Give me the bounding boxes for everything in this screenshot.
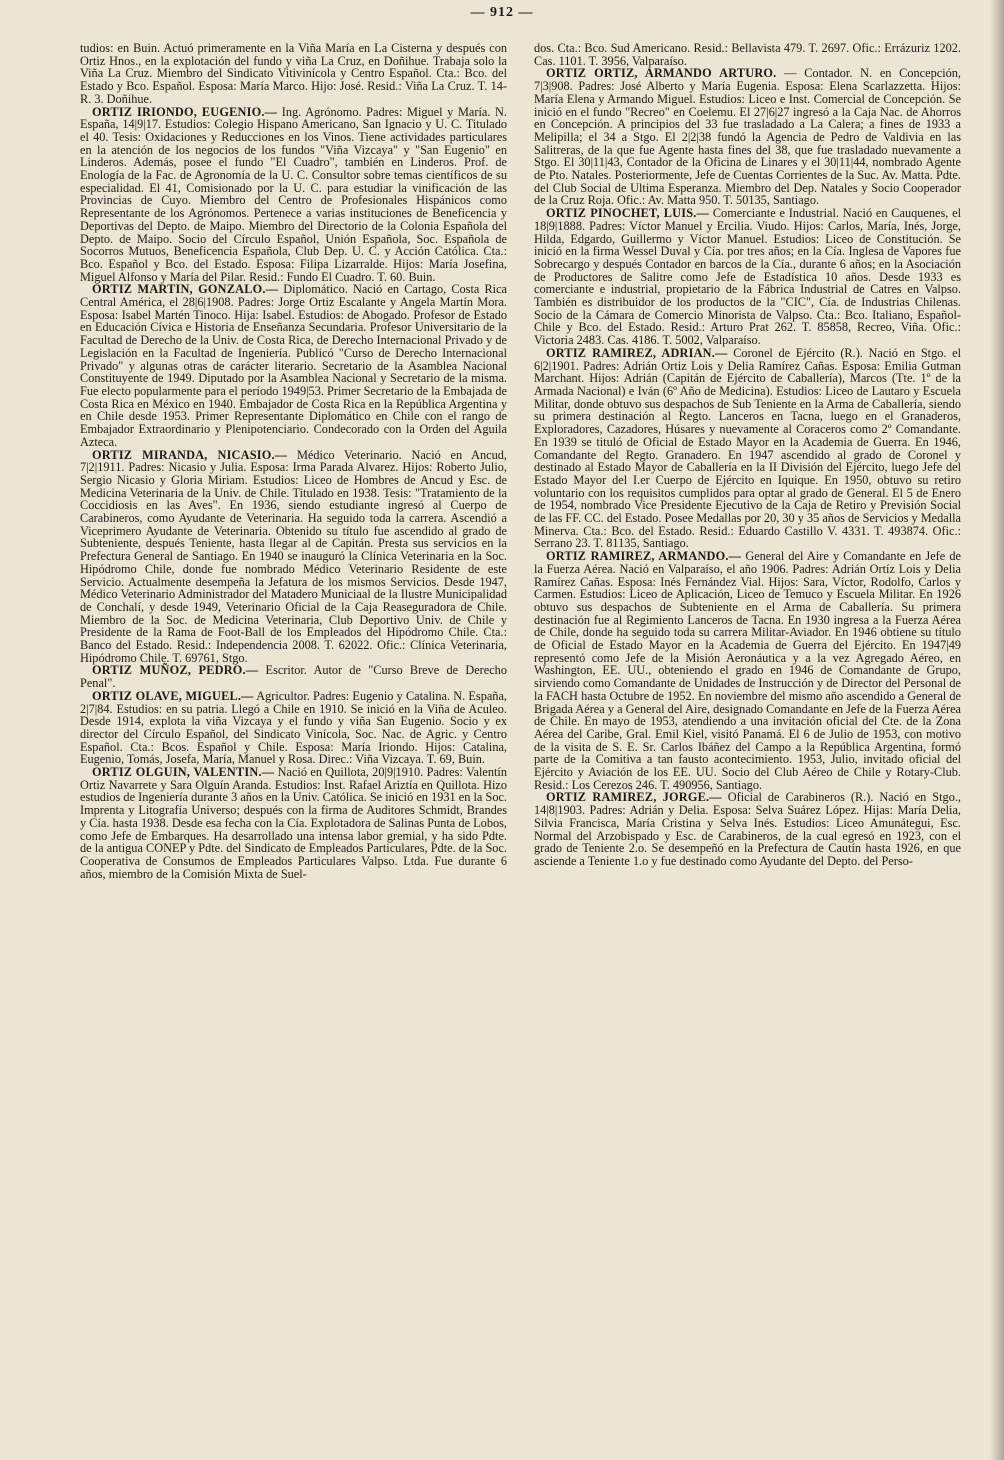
biography-entry — [80, 106, 507, 284]
entry-continuation — [534, 42, 961, 67]
entry-text: Diplomático. Nació en Cartago, Costa Rica Central América, el 28|6|1908. Padres: Jorge Ortiz Escalante y Angela Martín Mora. Esposa: Isabel Martén Tinoco. Hija: Isabel. Estudios: de Abogado. Profesor de Estado en Educación Cívica e Historia de Enseñanza Secundaria. Profesor Universitario de la Facultad de Derecho de la Univ. de Costa Rica, de Derecho Internacional Privado y de Legislación en la Facultad de Ingeniería. Publicó "Curso de Derecho Internacional Privado" y algunas otras de carácter literario. Secretario de la Asamblea Nacional Constituyente de 1949. Diputado por la Asamblea Nacional y Secretario de la misma. Fue electo popularmente para el período 1949|53. Primer Secretario de la Embajada de Costa Rica en México en 1940. Embajador de Costa Rica en la República Argentina y en Chile desde 1953. Primer Representante Diplomático en Chile con el rango de Embajador Extraordinario y Plenipotenciario. Condecorado con la Orden del Aguila Azteca. — [80, 282, 507, 449]
biography-entry — [534, 207, 961, 347]
page-edge-shadow — [990, 0, 1004, 1460]
entry-text: Ing. Agrónomo. Padres: Miguel y María. N. España, 14|9|17. Estudios: Colegio Hispano Americano, San Ignacio y U. C. Titulado el 40. Tesis: Oxidaciones y Reducciones en los Vinos. Tiene actividades particulares en la atención de los negocios de los fundos "Viña Vizcaya" y "San Eugenio" en Linderos. Además, posee el fundo "El Cuadro", también en Linderos. Prof. de Enología de la Fac. de Agronomía de la U. C. Consultor sobre temas científicos de su especialidad. El 41, Comisionado por la U. C. para estudiar la vinificación de las Provincias de Cuyo. Miembro del Centro de Profesionales Hispánicos como Representante de los Agrónomos. Pertenece a varias instituciones de Beneficencia y Deportivas del Depto. de Maipo. Miembro del Directorio de la Colonia Española del Depto. de Maipo. Socio del Círculo Español, Unión Española, Soc. Española de Socorros Mutuos, Beneficencia Española, Club Dep. U. C. y Acción Católica. Cta.: Bco. Español y Bco. del Estado. Esposa: Filipa Lizarralde. Hijos: María Josefina, Miguel Alfonso y María del Pilar. Resid.: Fundo El Cuadro. T. 60. Buin. — [80, 104, 507, 284]
entry-name: ORTIZ MARTIN, GONZALO.— — [92, 282, 279, 297]
entry-text: Oficial de Carabineros (R.). Nació en Stgo., 14|8|1903. Padres: Adrián y Delia. Esposa: Selva Suárez López. Hijas: María Delia, Silvia Francisca, María Cristina y Selva Inés. Estudios: Liceo Amunátegui, Esc. Normal del Arzobispado y Esc. de Carabineros, de la cual egresó en 1923, con el grado de Teniente 2.o. Se desempeñó en la Prefectura de Cautín hasta 1926, en que asciende a Teniente 1.o y fue destinado como Ayudante del Depto. del Perso- — [534, 790, 961, 868]
entry-name: ORTIZ RAMIREZ, ARMANDO.— — [546, 549, 742, 564]
entry-text: Comerciante e Industrial. Nació en Cauquenes, el 18|9|1888. Padres: Víctor Manuel y Ercilia. Viudo. Hijos: Carlos, María, Inés, Jorge, Hilda, Edgardo, Guillermo y Víctor Manuel. Estudios: Liceo de Constitución. Se inició en la firma Wessel Duval y Cía. por tres años; en la Cía. Inglesa de Vapores fue Sobrecargo y después Contador en barcos de la Cía., durante 6 años; en la Asociación de Productores de Salitre como Jefe de Estadística 10 años. Desde 1933 es comerciante e industrial, propietario de la Fábrica Industrial de Catres en Valpso. También es distribuidor de los productos de la "CIC", Cía. de Industrias Chilenas. Socio de la Cámara de Comercio Minorista de Valpso. Cta.: Bco. Italiano, Español-Chile y Bco. del Estado. Resid.: Arturo Prat 262. T. 85858, Recreo, Viña. Ofic.: Victoria 2483. Cas. 4186. T. 5002, Valparaíso. — [534, 206, 962, 348]
biography-entry — [80, 766, 507, 880]
entry-text: Médico Veterinario. Nació en Ancud, 7|2|1911. Padres: Nicasio y Julia. Esposa: Irma Parada Alvarez. Hijos: Roberto Julio, Sergio Nicasio y Gloria Miriam. Estudios: Liceo de Hombres de Ancud y Esc. de Medicina Veterinaria de la Univ. de Chile. Titulado en 1938. Tesis: "Tratamiento de la Coccidiosis en las Aves". En 1936, siendo estudiante ingresó al Cuerpo de Carabineros, como Ayudante de Veterinaria. Ha seguido toda la carrera. Ascendió a Viceprimero Ayudante de Veterinaria. Obtenido su título fue ascendido al grado de Subteniente, después Teniente, hasta llegar al de Capitán. Presta sus servicios en la Prefectura General de Santiago. En 1940 se inauguró la Clínica Veterinaria en la Soc. Hipódromo Chile, donde fue nombrado Médico Veterinario Residente de este Servicio. Actualmente desempeña la Jefatura de los mismos Servicios. Desde 1947, Médico Veterinario Administrador del Matadero Municiaal de la Ilustre Municipalidad de Conchalí, y desde 1949, Veterinario Oficial de la Caja Reaseguradora de Chile. Miembro de la Soc. de Medicina Veterinaria, Club Deportivo Univ. de Chile y Presidente de la Rama de Foot-Ball de los Empleados del Hipódromo Chile. Cta.: Banco del Estado. Resid.: Independencia 2008. T. 62022. Ofic.: Clínica Veterinaria, Hipódromo Chile. T. 69761, Stgo. — [80, 447, 507, 665]
entry-text: Nació en Quillota, 20|9|1910. Padres: Valentín Ortiz Navarrete y Sara Olguín Aranda. Estudios: Inst. Rafael Ariztía en Quillota. Hizo estudios de Ingeniería durante 3 años en la Univ. Católica. Se inició en 1931 en la Soc. Imprenta y Litografía Universo; después con la firma de Auditores Schmidt, Brandes y Cía. hasta 1938. Desde esa fecha con la Cía. Explotadora de Salinas Punta de Lobos, como Jefe de Embarques. Ha desarrollado una intensa labor gremial, y ha sido Pdte. de la antigua CONEP y Pdte. del Sindicato de Empleados Particulares, Pdte. de la Soc. Cooperativa de Consumos de Empleados Particulares Valpso. Ltda. Fue durante 6 años, miembro de la Comisión Mixta de Suel- — [80, 765, 507, 881]
entry-name: ORTIZ OLGUIN, VALENTIN.— — [92, 765, 275, 780]
entry-text: Escritor. Autor de "Curso Breve de Derecho Penal". — [80, 663, 507, 691]
entry-text: Agricultor. Padres: Eugenio y Catalina. N. España, 2|7|84. Estudios: en su patria. Llegó a Chile en 1910. Se inició en la Viña de Aculeo. Desde 1914, explota la viña Vizcaya y el fundo y viña San Eugenio. Socio y ex director del Círculo Español, del Sindicato Vinícola, Soc. Nac. de Agric. y Centro Español. Cta.: Bcos. Español y Chile. Esposa: María Iriondo. Hijos: Catalina, Eugenio, Tomás, Josefa, María, Manuel y Rosa. Direc.: Viña Vizcaya. T. 69, Buin. — [80, 688, 507, 767]
biography-entry — [534, 550, 961, 791]
entry-text: tudios: en Buin. Actuó primeramente en la Viña María en La Cisterna y después con Ortiz Hnos., en la explotación del fundo y viña La Cruz, en Doñihue. Trabaja solo la Viña La Cruz. Miembro del Sindicato Vitivinícola y Centro Español. Cta.: Bco. del Estado y Bco. Español. Esposa: María Marco. Hijo: José. Resid.: Viña La Cruz. T. 14-R. 3. Doñihue. — [80, 41, 507, 106]
page-number: — 912 — — [470, 5, 534, 20]
entry-name: ORTIZ PINOCHET, LUIS.— — [546, 206, 710, 221]
entry-text: Coronel de Ejército (R.). Nació en Stgo. el 6|2|1901. Padres: Adrián Ortiz Lois y Delia Ramírez Cañas. Esposa: Emilia Gutman Marchant. Hijos: Adrián (Capitán de Ejército de Caballería), Marcos (Tte. 1º de la Armada Nacional) e Iván (6º Año de Medicina). Estudios: Liceo de Lautaro y Escuela Militar, donde obtuvo sus despachos de Sub Teniente en la Arma de Caballería, siendo su primera destinación al Regto. Lanceros en Tacna, luego en el Granaderos, Exploradores, Cazadores, Húsares y nuevamente al Coraceros como 2º Comandante. En 1939 se tituló de Oficial de Estado Mayor en la Academia de Guerra. En 1946, Comandante del Regto. Granadero. En 1947 ascendido al grado de Coronel y destinado al Estado Mayor de Caballería en la II División del Ejército, luego Jefe del Estado Mayor del I.er Cuerpo de Ejército en Iquique. En 1950, obtuvo su retiro voluntario con los requisitos cumplidos para optar al grado de General. El 5 de Enero de 1954, nombrado Vice Presidente Ejecutivo de la Caja de Retiro y Previsión Social de las FF. CC. del Estado. Posee Medallas por 20, 30 y 35 años de Servicios y Medalla Minerva. Cta.: Bco. del Estado. Resid.: Eduardo Castillo V. 4331. T. 493874. Ofic.: Serrano 23. T. 81135, Santiago. — [534, 345, 962, 551]
entry-name: ORTIZ RAMIREZ, ADRIAN.— — [546, 345, 728, 360]
entry-name: ORTIZ RAMIREZ, JORGE.— — [546, 790, 722, 805]
entry-continuation — [80, 42, 507, 106]
entry-text: dos. Cta.: Bco. Sud Americano. Resid.: Bellavista 479. T. 2697. Ofic.: Errázuriz 1202. Cas. 1101. T. 3956, Valparaíso. — [534, 41, 961, 68]
biography-entry — [534, 791, 961, 867]
entry-name: ORTIZ ORTIZ, ARMANDO ARTURO. — [546, 66, 777, 81]
biography-entry — [534, 347, 961, 550]
right-column — [534, 42, 961, 868]
biography-entry — [80, 449, 507, 665]
entry-name: ORTIZ MIRANDA, NICASIO.— — [92, 447, 288, 462]
biography-entry — [80, 664, 507, 689]
left-column — [80, 42, 507, 880]
biography-entry — [534, 67, 961, 207]
entry-name: ORTIZ IRIONDO, EUGENIO.— — [92, 104, 278, 119]
entry-text: General del Aire y Comandante en Jefe de la Fuerza Aérea. Nació en Valparaíso, el año 1906. Padres: Adrián Ortíz Lois y Delia Ramírez Cañas. Esposa: Inés Fernández Vial. Hijos: Sara, Víctor, Rodolfo, Carlos y Carmen. Estudios: Liceo de Aplicación, Liceo de Temuco y Escuela Militar. En 1926 obtuvo sus despachos de Subteniente en el Arma de Caballería. Su primera destinación fue al Regimiento Lanceros de Tacna. En 1930 ingresa a la Fuerza Aérea de Chile, donde ha seguido toda su carrera Militar-Aviador. En 1946 obtiene su título de Oficial de Estado Mayor en la Academia de Guerra del Ejército. En 1947|49 representó como Jefe de la Misión Aeronáutica y a la vez Agregado Aéreo, en Washington, EE. UU., obteniendo el grado en 1946 de Comandante de Grupo, sirviendo como Comandante de Unidades de Instrucción y de Director del Personal de la FACH hasta Octubre de 1952. En noviembre del mismo año ascendido a General de Brigada Aérea y a General del Aire, designado Comandante en Jefe de la Fuerza Aérea de Chile. En mayo de 1953, atendiendo a una invitación oficial del Cte. de la Zona Aérea del Caribe, Gral. Emil Kiel, visitó Panamá. El 6 de Julio de 1953, con motivo de la visita de S. E. Sr. Carlos Ibáñez del Campo a la República Argentina, formó parte de la Comitiva a tan fausto acontecimiento. 1953, Julio, invitado oficial del Ejército y Aviación de los EE. UU. Socio del Club Aéreo de Chile y Rotary-Club. Resid.: Los Cerezos 246. T. 490956, Santiago. — [534, 549, 961, 792]
entry-name: ORTIZ MUÑOZ, PEDRO.— — [92, 663, 259, 678]
biography-entry — [80, 690, 507, 766]
entry-text: — Contador. N. en Concepción, 7|3|908. Padres: José Alberto y María Eugenia. Esposa: Elena Scarlazzetta. Hijos: María Elena y Armando Miguel. Estudios: Liceo e Inst. Comercial de Concepción. Se inició en el fundo "Recreo" en Coelemu. El 27|6|27 ingresó a la Caja Nac. de Ahorros en Concepción. A principios del 33 fue trasladado a La Calera; a fines de 1933 a Melipilla; el 34 a Stgo. El 2|2|38 fundó la Agencia de Pedro de Valdivia en las Salitreras, de la que fue Agente hasta fines del 38, que fue trasladado nuevamente a Stgo. El 30|11|43, Contador de la Oficina de Linares y el 30|11|44, nombrado Agente de Pto. Natales. Posteriormente, Jefe de Cuentas Corrientes de la Suc. Av. Matta. Pdte. del Club Social de Ultima Esperanza. Miembro del Dep. Natales y Socio Cooperador de la Cruz Roja. Ofic.: Av. Matta 950. T. 50135, Santiago. — [534, 66, 961, 208]
entry-name: ORTIZ OLAVE, MIGUEL.— — [92, 688, 254, 703]
biography-entry — [80, 283, 507, 448]
